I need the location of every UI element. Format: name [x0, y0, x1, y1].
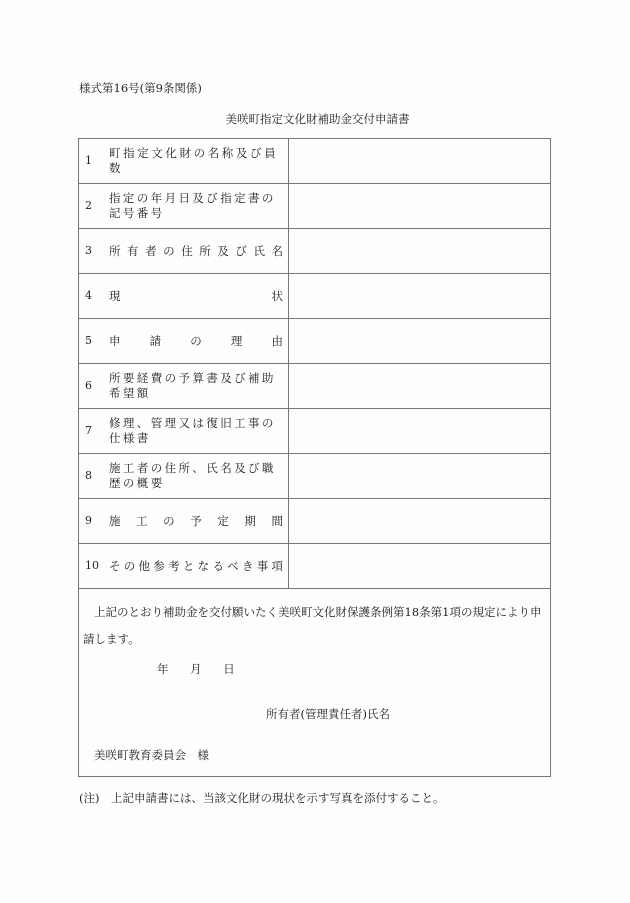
- row-value-field[interactable]: [289, 409, 550, 453]
- row-value-field[interactable]: [289, 454, 550, 498]
- row-number: 7: [85, 424, 92, 437]
- row-label: その他参考となるべき事項: [109, 559, 283, 573]
- document-title: 美咲町指定文化財補助金交付申請書: [225, 112, 410, 126]
- table-row: [79, 454, 550, 499]
- row-label: 申請の理由: [109, 334, 283, 348]
- application-form-table: [78, 138, 551, 777]
- row-number: 10: [85, 559, 99, 572]
- row-label: 施工者の住所、氏名及び職歴の概要: [109, 461, 276, 490]
- row-number: 6: [85, 379, 92, 392]
- footnote: (注) 上記申請書には、当該文化財の現状を示す写真を添付すること。: [79, 791, 445, 805]
- table-row: [79, 274, 550, 319]
- row-value-field[interactable]: [289, 364, 550, 408]
- form-number: 様式第16号(第9条関係): [79, 81, 202, 95]
- row-label: 指定の年月日及び指定書の記号番号: [109, 191, 276, 220]
- row-label: 所有者の住所及び氏名: [109, 244, 283, 258]
- table-row: [79, 319, 550, 364]
- row-number: 2: [85, 199, 92, 212]
- row-label: 現状: [109, 289, 283, 303]
- row-value-field[interactable]: [289, 274, 550, 318]
- row-value-field[interactable]: [289, 544, 550, 588]
- row-number: 9: [85, 514, 92, 527]
- row-label: 町指定文化財の名称及び員数: [109, 146, 279, 175]
- row-value-field[interactable]: [289, 229, 550, 273]
- table-row: [79, 184, 550, 229]
- row-number: 5: [85, 334, 92, 347]
- row-value-field[interactable]: [289, 319, 550, 363]
- addressee: 美咲町教育委員会 様: [94, 748, 209, 762]
- table-row: [79, 139, 550, 184]
- statement-text: 上記のとおり補助金を交付願いたく美咲町文化財保護条例第18条第1項の規定により申請します。: [83, 605, 542, 646]
- row-value-field[interactable]: [289, 499, 550, 543]
- table-row: [79, 409, 550, 454]
- row-value-field[interactable]: [289, 184, 550, 228]
- table-row: [79, 364, 550, 409]
- table-row: [79, 544, 550, 589]
- row-number: 3: [85, 244, 92, 257]
- row-label: 施工の予定期間: [109, 514, 283, 528]
- row-number: 4: [85, 289, 92, 302]
- row-number: 8: [85, 469, 92, 482]
- row-label: 修理、管理又は復旧工事の仕様書: [109, 416, 276, 445]
- owner-name-label: 所有者(管理責任者)氏名: [266, 707, 390, 721]
- row-value-field[interactable]: [289, 139, 550, 183]
- row-label: 所要経費の予算書及び補助希望額: [109, 371, 276, 400]
- table-row: [79, 229, 550, 274]
- table-row: [79, 499, 550, 544]
- row-number: 1: [85, 154, 92, 167]
- date-field[interactable]: 年 月 日: [157, 662, 235, 676]
